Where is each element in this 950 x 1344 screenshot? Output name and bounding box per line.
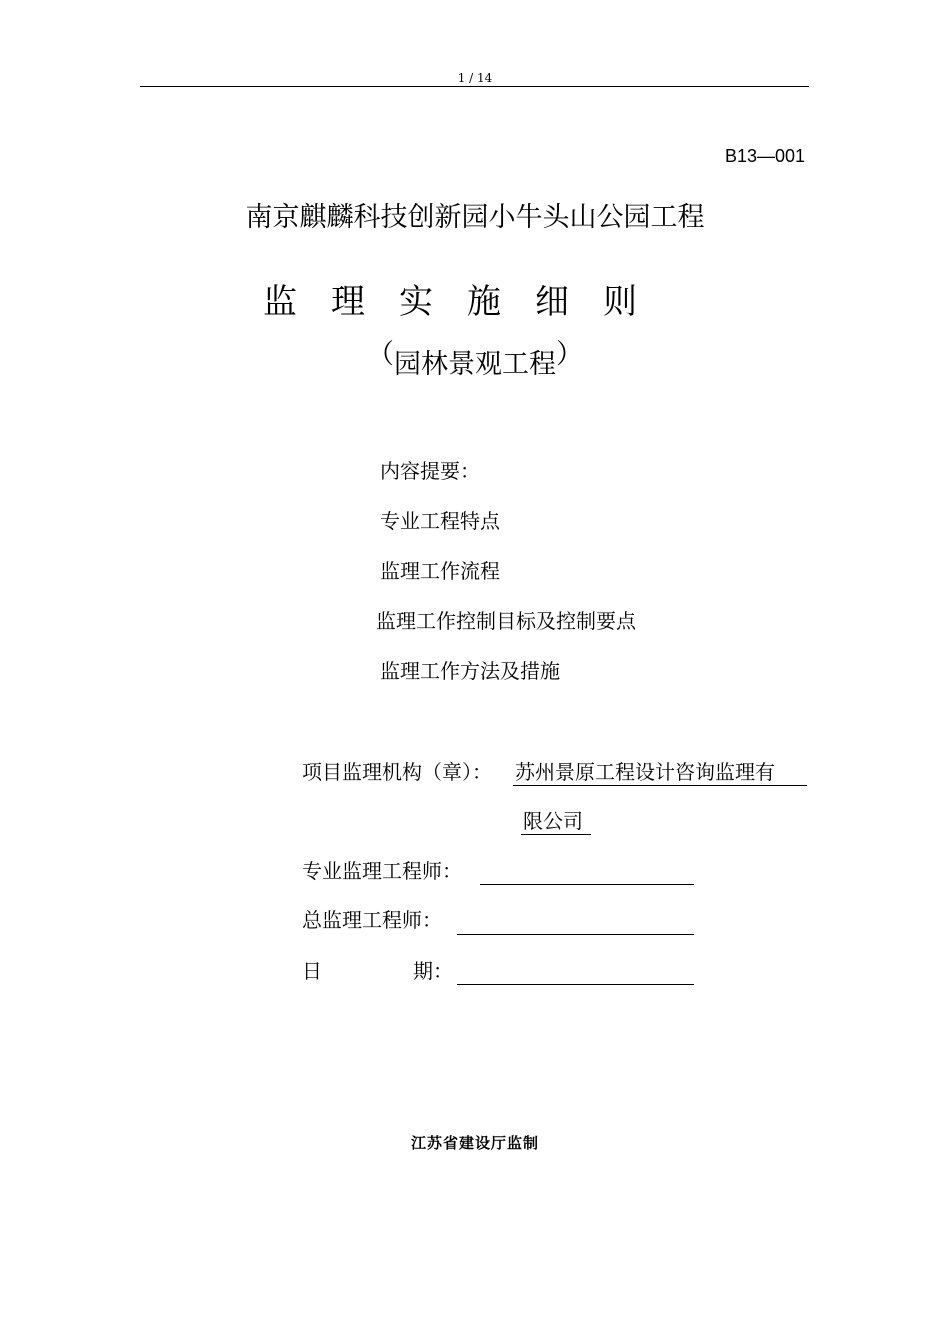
date-line: [457, 984, 694, 985]
page-number: 1 / 14: [457, 71, 493, 85]
project-title: 南京麒麟科技创新园小牛头山公园工程: [245, 202, 705, 233]
date-label-first: 日: [302, 959, 322, 983]
org-label: 项目监理机构（章）：: [302, 760, 492, 784]
chief-engineer-signature-line: [457, 934, 694, 935]
contents-item: 专业工程特点: [380, 509, 500, 533]
footer-issuer: 江苏省建设厅监制: [410, 1134, 539, 1152]
header-rule: [140, 86, 809, 87]
specialist-engineer-signature-line: [480, 884, 694, 885]
subtitle-close-paren: ）: [556, 339, 583, 370]
subtitle: [0, 339, 950, 387]
contents-heading: 内容提要：: [380, 459, 480, 483]
contents-item: 监理工作流程: [380, 559, 500, 583]
subtitle-text: 园林景观工程: [394, 349, 556, 380]
document-code: B13—001: [724, 146, 805, 166]
org-underline-2: [521, 834, 591, 835]
date-label-second: 期：: [413, 959, 453, 983]
subtitle-open-paren: （: [367, 339, 394, 370]
contents-item: 监理工作控制目标及控制要点: [376, 609, 636, 633]
org-value-line1: 苏州景原工程设计咨询监理有: [515, 760, 775, 784]
org-value-line2: 限公司: [523, 809, 583, 833]
main-title: 监理实施细则: [263, 282, 671, 322]
chief-engineer-label: 总监理工程师：: [302, 908, 442, 932]
contents-item: 监理工作方法及措施: [380, 659, 560, 683]
org-underline-1: [513, 785, 807, 786]
specialist-engineer-label: 专业监理工程师：: [302, 859, 462, 883]
